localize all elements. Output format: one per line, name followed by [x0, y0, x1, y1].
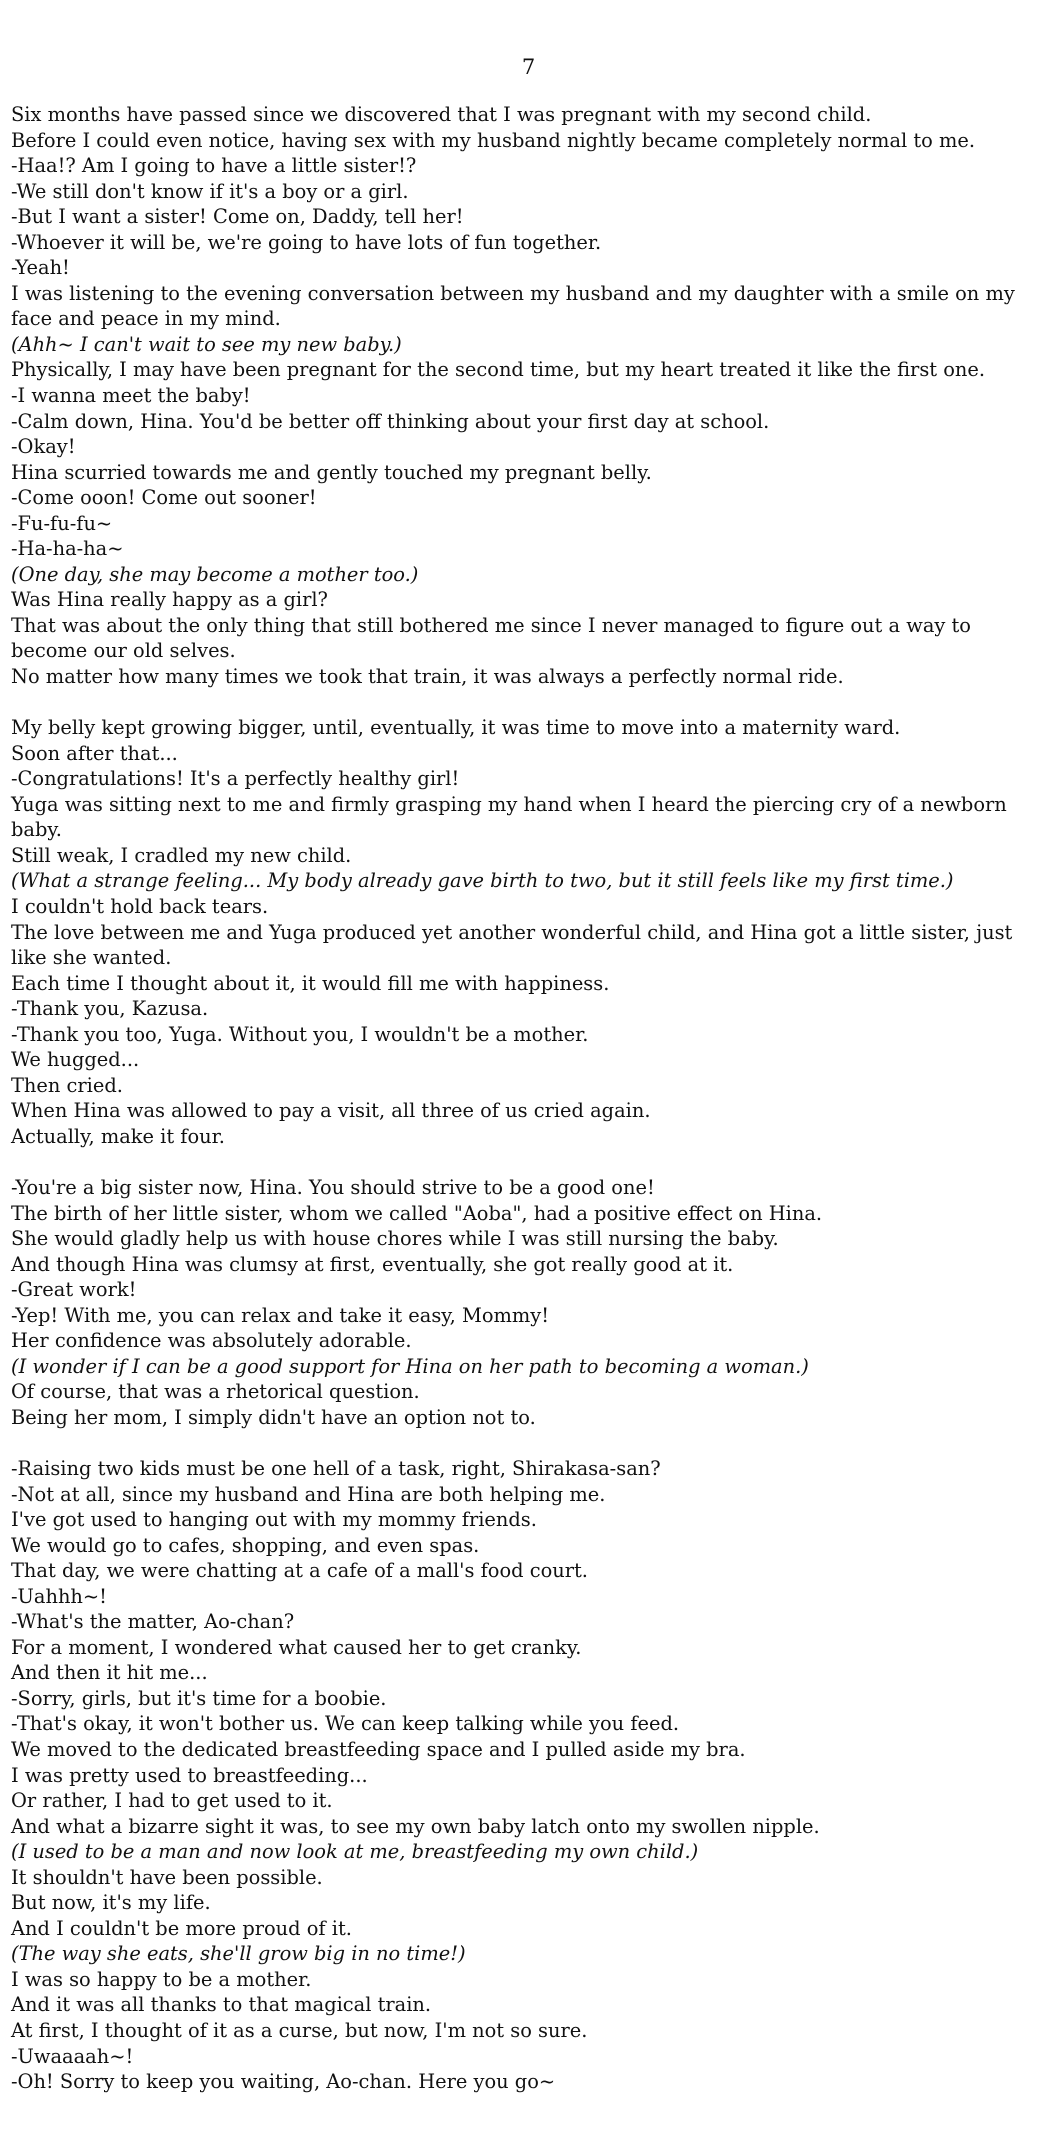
document-body [11, 102, 1051, 2095]
narration-line: Each time I thought about it, it would fill me with happiness. [11, 971, 610, 995]
narration-line: Then cried. [11, 1073, 123, 1097]
dialogue-line: -Raising two kids must be one hell of a task, right, Shirakasa-san? [11, 1456, 661, 1480]
narration-line: For a moment, I wondered what caused her to get cranky. [11, 1635, 582, 1659]
narration-line: My belly kept growing bigger, until, eventually, it was time to move into a maternity ward. [11, 716, 901, 740]
narration-line: And I couldn't be more proud of it. [11, 1916, 352, 1940]
section-break [11, 1430, 1051, 1456]
dialogue-line: -Whoever it will be, we're going to have lots of fun together. [11, 230, 602, 254]
narration-line: We moved to the dedicated breastfeeding space and I pulled aside my bra. [11, 1738, 746, 1761]
narration-line: Six months have passed since we discovered that I was pregnant with my second child. [11, 103, 872, 126]
narration-line: Hina scurried towards me and gently touched my pregnant belly. [11, 460, 652, 484]
narration-line: No matter how many times we took that train, it was always a perfectly normal ride. [11, 665, 844, 689]
narration-line: We hugged... [11, 1048, 140, 1072]
narration-line: Actually, make it four. [11, 1124, 225, 1148]
narration-line: And then it hit me... [11, 1661, 208, 1685]
dialogue-line: -Thank you, Kazusa. [11, 997, 209, 1021]
narration-line: That was about the only thing that still bothered me since I never managed to figure out a way to become our old selves. [11, 613, 971, 663]
narration-line: The birth of her little sister, whom we called "Aoba", had a positive effect on Hina. [11, 1201, 823, 1225]
inner-thought-line: (I used to be a man and now look at me, breastfeeding my own child.) [11, 1840, 699, 1864]
dialogue-line: -Come ooon! Come out sooner! [11, 486, 317, 510]
narration-line: And though Hina was clumsy at first, eventually, she got really good at it. [11, 1252, 734, 1276]
narration-line: Her confidence was absolutely adorable. [11, 1329, 412, 1353]
dialogue-line: -Fu-fu-fu~ [11, 511, 113, 535]
narration-line: And it was all thanks to that magical train. [11, 1993, 432, 2017]
narration-line: I was so happy to be a mother. [11, 1967, 312, 1991]
narration-line: Physically, I may have been pregnant for the second time, but my heart treated it like the first one. [11, 358, 986, 382]
narration-line: Yuga was sitting next to me and firmly grasping my hand when I heard the piercing cry of a newborn baby. [11, 792, 1007, 842]
narration-line: Before I could even notice, having sex with my husband nightly became completely normal to me. [11, 128, 976, 152]
dialogue-line: -Yep! With me, you can relax and take it easy, Mommy! [11, 1303, 550, 1327]
narration-line: Was Hina really happy as a girl? [11, 588, 328, 612]
dialogue-line: -Uahhh~! [11, 1584, 107, 1608]
narration-line: We would go to cafes, shopping, and even spas. [11, 1533, 480, 1557]
inner-thought-line: (One day, she may become a mother too.) [11, 562, 419, 586]
narration-line: It shouldn't have been possible. [11, 1865, 323, 1889]
dialogue-line: -What's the matter, Ao-chan? [11, 1610, 295, 1634]
section-break [11, 690, 1051, 716]
dialogue-line: -We still don't know if it's a boy or a girl. [11, 179, 409, 203]
narration-line: When Hina was allowed to pay a visit, all three of us cried again. [11, 1099, 651, 1123]
narration-line: She would gladly help us with house chores while I was still nursing the baby. [11, 1227, 779, 1251]
dialogue-line: -You're a big sister now, Hina. You should strive to be a good one! [11, 1175, 655, 1199]
dialogue-line: -But I want a sister! Come on, Daddy, tell her! [11, 205, 464, 229]
dialogue-line: -Congratulations! It's a perfectly healthy girl! [11, 767, 460, 791]
narration-line: That day, we were chatting at a cafe of a mall's food court. [11, 1559, 588, 1583]
dialogue-line: -Oh! Sorry to keep you waiting, Ao-chan. Here you go~ [11, 2070, 556, 2094]
narration-line: I've got used to hanging out with my mommy friends. [11, 1508, 537, 1532]
dialogue-line: -Okay! [11, 435, 76, 459]
inner-thought-line: (Ahh~ I can't wait to see my new baby.) [11, 332, 402, 356]
page-number: 7 [521, 55, 536, 79]
dialogue-line: -Calm down, Hina. You'd be better off thinking about your first day at school. [11, 409, 770, 433]
inner-thought-line: (The way she eats, she'll grow big in no time!) [11, 1942, 466, 1966]
narration-line: I couldn't hold back tears. [11, 894, 269, 918]
narration-line: Still weak, I cradled my new child. [11, 843, 352, 867]
dialogue-line: -Yeah! [11, 256, 70, 280]
dialogue-line: -Not at all, since my husband and Hina are both helping me. [11, 1482, 606, 1506]
inner-thought-line: (What a strange feeling... My body already gave birth to two, but it still feels like my first time.) [11, 869, 954, 893]
dialogue-line: -Ha-ha-ha~ [11, 537, 124, 561]
dialogue-line: -Thank you too, Yuga. Without you, I wouldn't be a mother. [11, 1022, 589, 1046]
inner-thought-line: (I wonder if I can be a good support for Hina on her path to becoming a woman.) [11, 1354, 809, 1378]
narration-line: Being her mom, I simply didn't have an option not to. [11, 1405, 536, 1429]
section-break [11, 1149, 1051, 1175]
dialogue-line: -Great work! [11, 1278, 137, 1302]
dialogue-line: -I wanna meet the baby! [11, 384, 251, 408]
narration-line: Soon after that... [11, 741, 178, 765]
narration-line: I was listening to the evening conversation between my husband and my daughter with a smile on my face and peace in my mind. [11, 281, 1015, 331]
dialogue-line: -Haa!? Am I going to have a little sister!? [11, 154, 417, 178]
narration-line: At first, I thought of it as a curse, but now, I'm not so sure. [11, 2019, 588, 2043]
narration-line: I was pretty used to breastfeeding... [11, 1763, 368, 1787]
dialogue-line: -Uwaaaah~! [11, 2044, 134, 2068]
narration-line: Or rather, I had to get used to it. [11, 1789, 333, 1813]
narration-line: The love between me and Yuga produced yet another wonderful child, and Hina got a little sister, just like she wanted. [11, 920, 1013, 970]
narration-line: And what a bizarre sight it was, to see my own baby latch onto my swollen nipple. [11, 1814, 820, 1838]
narration-line: Of course, that was a rhetorical question. [11, 1380, 420, 1404]
dialogue-line: -That's okay, it won't bother us. We can keep talking while you feed. [11, 1712, 680, 1736]
dialogue-line: -Sorry, girls, but it's time for a boobie. [11, 1686, 387, 1710]
narration-line: But now, it's my life. [11, 1891, 211, 1915]
